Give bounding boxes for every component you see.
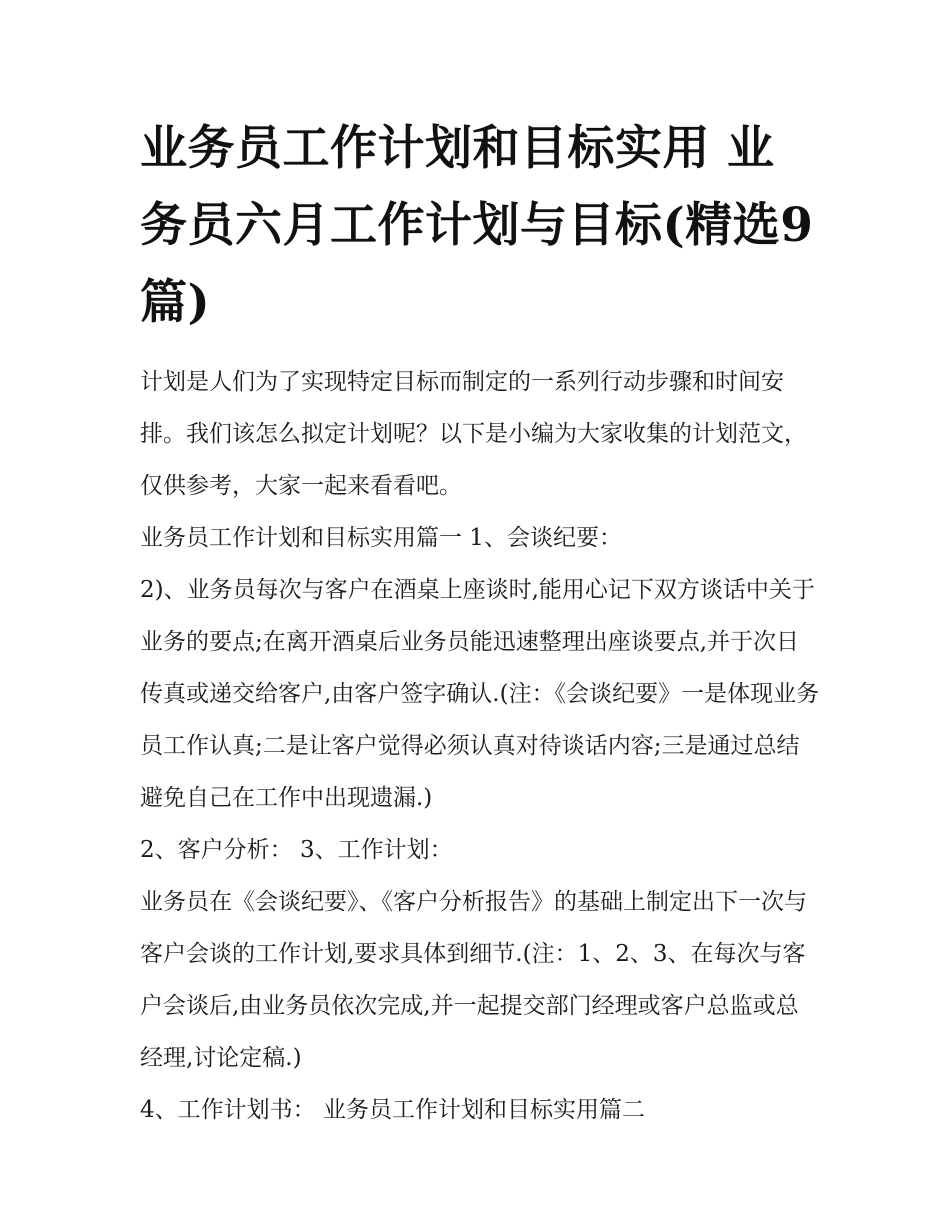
document-body [140,356,820,1136]
paragraph-section-one-heading: 业务员工作计划和目标实用篇一 1、会谈纪要： [140,525,622,551]
paragraph-customer-analysis-heading: 2、客户分析： 3、工作计划： [140,837,453,863]
document-title: 业务员工作计划和目标实用 业务员六月工作计划与目标(精选9篇) [140,121,814,330]
paragraph-meeting-notes: 2)、业务员每次与客户在酒桌上座谈时,能用心记下双方谈话中关于业务的要点;在离开酒桌后业务员能迅速整理出座谈要点,并于次日传真或递交给客户,由客户签字确认.(注：《会谈纪要》一是体现业务员工作认真;二是让客户觉得必须认真对待谈话内容;三是通过总结避免自己在工作中出现遗漏.) [140,577,820,811]
paragraph-intro: 计划是人们为了实现特定目标而制定的一系列行动步骤和时间安排。我们该怎么拟定计划呢？以下是小编为大家收集的计划范文，仅供参考，大家一起来看看吧。 [140,369,807,499]
paragraph-plan-book-heading: 4、工作计划书： 业务员工作计划和目标实用篇二 [140,1097,645,1123]
paragraph-work-plan: 业务员在《会谈纪要》、《客户分析报告》的基础上制定出下一次与客户会谈的工作计划,要求具体到细节.(注：1、2、3、在每次与客户会谈后,由业务员依次完成,并一起提交部门经理或客户总监或总经理,讨论定稿.) [140,889,807,1071]
